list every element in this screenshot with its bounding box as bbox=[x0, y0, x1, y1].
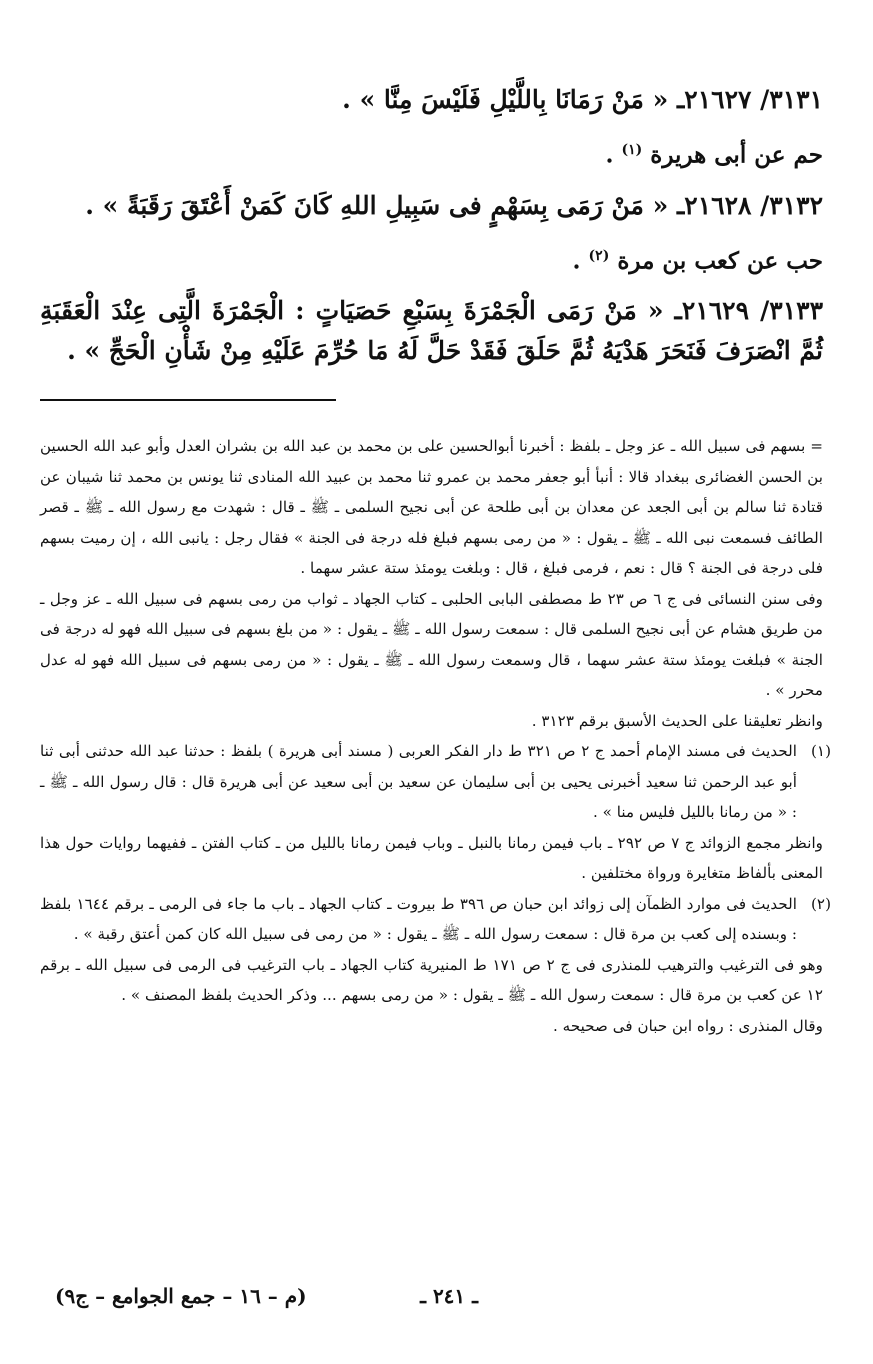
footnote-number: (٢) bbox=[810, 894, 831, 913]
note-continuation-1: = بسهم فى سبيل الله ـ عز وجل ـ بلفظ : أخبرنا أبوالحسين على بن محمد بن عبد الله بن بشران العدل وأبو عبد الله الحسين بن الحسن الغضائرى ببغداد قالا : أنبأ أبو جعفر محمد بن عمرو ثنا محمد بن عبيد الله المنادى ثنا يونس بن محمد ثنا شيبان عن قتادة ثنا سالم بن أبى الجعد عن معدان بن أبى طلحة عن أبى نجيح السلمى ـ ﷺ ـ قال : شهدت مع رسول الله ـ ﷺ ـ قصر الطائف فسمعت نبى الله ـ ﷺ ـ يقول : « من رمى بسهم فبلغ فله درجة فى الجنة » فقال رجل : يانبى الله ، إن رميت بسهم فلى درجة فى الجنة ؟ قال : نعم ، فرمى فبلغ ، قال : وبلغت يومئذ ستة عشر سهما . bbox=[40, 437, 823, 578]
hadith-3133: ٣١٣٣/ ٢١٦٢٩ـ « مَنْ رَمَى الْجَمْرَةَ بِسَبْعِ حَصَيَاتٍ : الْجَمْرَةَ الَّتِى عِنْدَ الْعَقَبَةِ ثُمَّ انْصَرَفَ فَنَحَرَ هَدْيَهُ ثُمَّ حَلَقَ فَقَدْ حَلَّ لَهُ مَا حُرِّمَ عَلَيْهِ مِنْ شَأْنِ الْحَجِّ » . bbox=[40, 296, 823, 366]
note-continuation-3: وانظر تعليقنا على الحديث الأسبق برقم ٣١٢٣ . bbox=[531, 711, 823, 730]
footnote-ref-2: (٢) bbox=[588, 247, 610, 264]
hadith-3132-source bbox=[40, 238, 823, 280]
source-tail: . bbox=[572, 247, 581, 275]
footnote-1 bbox=[40, 736, 831, 828]
source-tail: . bbox=[605, 141, 614, 169]
hadith-3131-source bbox=[40, 132, 823, 174]
signature-mark: (م – ١٦ – جمع الجوامع – ج٩) bbox=[55, 1284, 307, 1308]
note-continuation-2: وفى سنن النسائى فى ج ٦ ص ٢٣ ط مصطفى البابى الحلبى ـ كتاب الجهاد ـ ثواب من رمى بسهم فى سبيل الله ـ عز وجل ـ من طريق هشام عن أبى نجيح السلمى قال : سمعت رسول الله ـ ﷺ ـ يقول : « من بلغ بسهم فى سبيل الله فهو له درجة فى الجنة » فبلغت يومئذ ستة عشر سهما ، قال وسمعت رسول الله ـ ﷺ ـ يقول : « من رمى بسهم فى سبيل الله فهو له عدل محرر » . bbox=[40, 589, 823, 700]
footnote-2-extra-2: وقال المنذرى : رواه ابن حبان فى صحيحه . bbox=[553, 1016, 823, 1035]
hadith-3132: ٣١٣٢/ ٢١٦٢٨ـ « مَنْ رَمَى بِسَهْمٍ فى سَبِيلِ اللهِ كَانَ كَمَنْ أَعْتَقَ رَقَبَةً » . bbox=[85, 190, 823, 220]
source-text: حب عن كعب بن مرة bbox=[617, 247, 823, 275]
footnote-2-extra: وهو فى الترغيب والترهيب للمنذرى فى ج ٢ ص ١٧١ ط المنيرية كتاب الجهاد ـ باب الترغيب فى الرمى فى سبيل الله ـ برقم ١٢ عن كعب بن مرة قال : سمعت رسول الله ـ ﷺ ـ يقول : « من رمى بسهم ... وذكر الحديث بلفظ المصنف » . bbox=[40, 955, 824, 1005]
page-footer bbox=[55, 1284, 818, 1316]
page-number: ـ ٢٤١ ـ bbox=[420, 1284, 478, 1308]
footnote-ref-1: (١) bbox=[621, 142, 643, 158]
footnote-2 bbox=[40, 889, 831, 950]
footnote-text: الحديث فى موارد الظمآن إلى زوائد ابن حبان ص ٣٩٦ ط بيروت ـ كتاب الجهاد ـ باب ما جاء فى الرمى ـ برقم ١٦٤٤ بلفظ : وبسنده إلى كعب بن مرة قال : سمعت رسول الله ـ ﷺ ـ يقول : « من رمى فى سبيل الله كان كمن أعتق رقبة » . bbox=[40, 894, 797, 944]
footnote-number: (١) bbox=[810, 742, 831, 761]
footnotes bbox=[40, 431, 831, 1041]
footnote-divider bbox=[40, 399, 336, 401]
footnote-text: الحديث فى مسند الإمام أحمد ج ٢ ص ٣٢١ ط دار الفكر العربى ( مسند أبى هريرة ) بلفظ : حدثنا عبد الله حدثنى أبى ثنا أبو عبد الرحمن ثنا سعيد أخبرنى يحيى بن أبى سليمان عن سعيد بن أبى سعيد عن أبى هريرة قال : قال رسول الله ـ ﷺ ـ : « من رمانا بالليل فليس منا » . bbox=[40, 742, 797, 822]
footnote-1-extra: وانظر مجمع الزوائد ج ٧ ص ٢٩٢ ـ باب فيمن رمانا بالنبل ـ وباب فيمن رمانا بالليل من ـ كتاب الفتن ـ ففيهما روايات حول هذا المعنى بألفاظ متغايرة ورواة مختلفين . bbox=[40, 833, 823, 883]
source-text: حم عن أبى هريرة bbox=[650, 141, 823, 169]
hadith-3131: ٣١٣١/ ٢١٦٢٧ـ « مَنْ رَمَانَا بِاللَّيْلِ فَلَيْسَ مِنَّا » . bbox=[342, 85, 823, 114]
